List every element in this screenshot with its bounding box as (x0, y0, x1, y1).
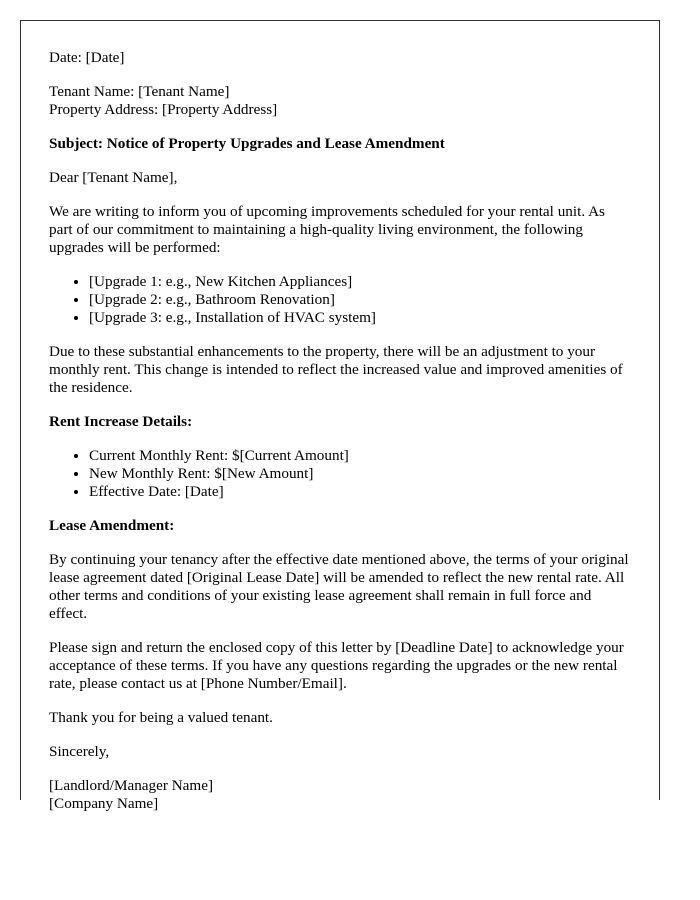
lease-heading: Lease Amendment: (49, 517, 175, 534)
sign-paragraph: Please sign and return the enclosed copy of this letter by [Deadline Date] to acknowledge your acceptance of these terms. If you have any questions regarding the upgrades or the new rental rate, please contact us at [Phone Number/Email]. (49, 639, 624, 692)
list-item: • [Upgrade 2: e.g., Bathroom Renovation] (89, 291, 631, 309)
intro-paragraph: We are writing to inform you of upcoming improvements scheduled for your rental unit. As part of our commitment to maintaining a high-quality living environment, the following upgrades will be performed: (49, 203, 605, 256)
list-item: • Current Monthly Rent: $[Current Amount] (89, 447, 631, 465)
recipient-block (49, 83, 631, 119)
date-line: Date: [Date] (49, 49, 125, 66)
salutation: Dear [Tenant Name], (49, 169, 178, 186)
list-item: • New Monthly Rent: $[New Amount] (89, 465, 631, 483)
signature-name: [Landlord/Manager Name] (49, 777, 214, 794)
rent-heading: Rent Increase Details: (49, 413, 193, 430)
property-address-line: Property Address: [Property Address] (49, 101, 278, 118)
tenant-name-line: Tenant Name: [Tenant Name] (49, 83, 230, 100)
signature-company: [Company Name] (49, 795, 159, 812)
closing-line: Sincerely, (49, 743, 110, 760)
adjustment-paragraph: Due to these substantial enhancements to the property, there will be an adjustment to your monthly rent. This change is intended to reflect the increased value and improved amenities of the residence. (49, 343, 623, 396)
rent-details-list (49, 447, 631, 501)
list-item: • [Upgrade 1: e.g., New Kitchen Appliances] (89, 273, 631, 291)
subject-line: Subject: Notice of Property Upgrades and Lease Amendment (49, 135, 445, 152)
letter-document (20, 20, 660, 812)
list-item: • [Upgrade 3: e.g., Installation of HVAC system] (89, 309, 631, 327)
signature-block (49, 777, 631, 813)
upgrades-list (49, 273, 631, 327)
list-item: • Effective Date: [Date] (89, 483, 631, 501)
lease-paragraph: By continuing your tenancy after the effective date mentioned above, the terms of your original lease agreement dated [Original Lease Date] will be amended to reflect the new rental rate. All other terms and conditions of your existing lease agreement shall remain in full force and effect. (49, 551, 629, 622)
thanks-line: Thank you for being a valued tenant. (49, 709, 273, 726)
